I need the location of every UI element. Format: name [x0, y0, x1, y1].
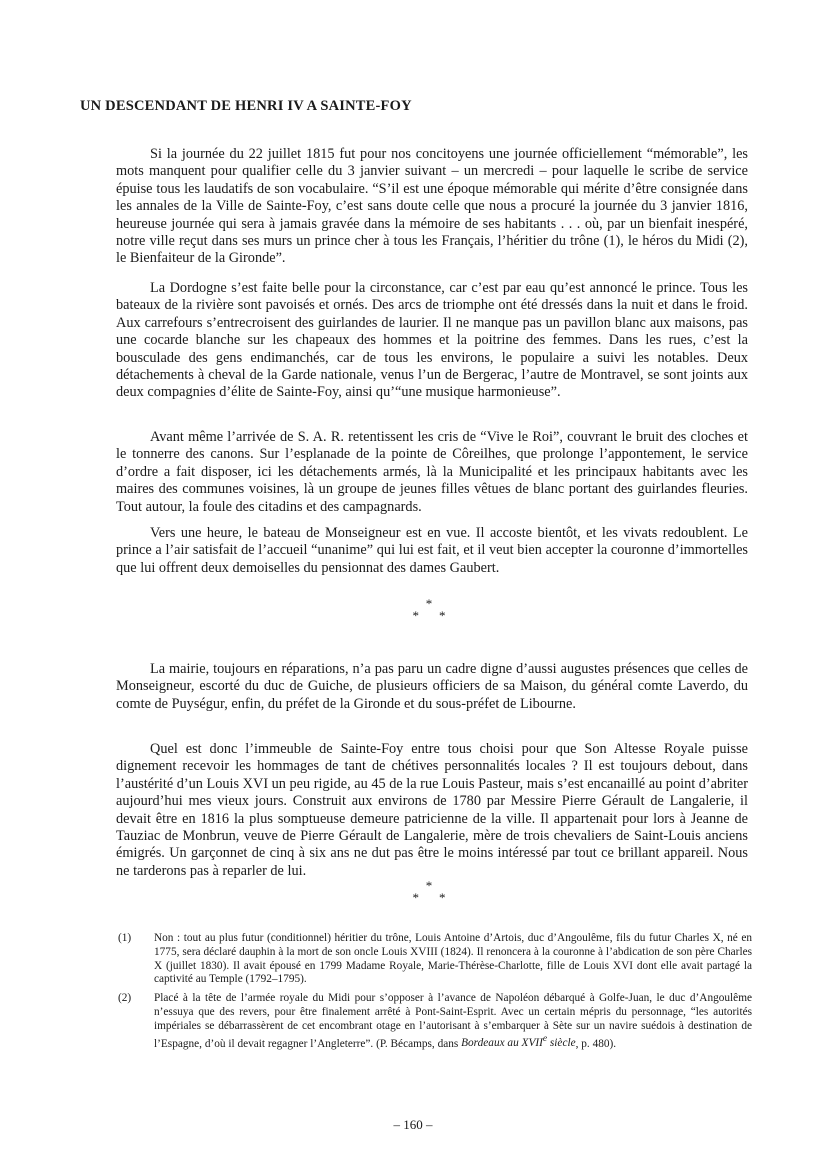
- separator-star: *: [439, 890, 446, 905]
- footnote-text-main: Placé à la tête de l’armée royale du Midi pour s’opposer à l’avance de Napoléon débarqué à Golfe-Juan, le duc d’Angoulême n’essuya que des revers, pour être finalement arrêté à Pont-Saint-Esprit. Avec un certain mépris du personnage, “les autorités impériales se débarrassèrent de cet encombrant otage en l’autorisant à s’embarquer à Sète sur un navire suédois à destination de l’Espagne, d’où il devait regagner l’Angleterre”. (P. Bécamps, dans: [154, 992, 752, 1050]
- paragraph-4: [116, 525, 748, 577]
- article-title: UN DESCENDANT DE HENRI IV A SAINTE-FOY: [80, 98, 412, 114]
- paragraph-2: [116, 280, 748, 402]
- page-number: – 160 –: [393, 1117, 433, 1132]
- footnote-text: Non : tout au plus futur (conditionnel) héritier du trône, Louis Antoine d’Artois, duc d’Angoulême, fils du futur Charles X, né en 1775, sera déclaré dauphin à la mort de son oncle Louis XVIII (1824). Il renoncera à la couronne à l’abdication de son père Charles X (juillet 1830). Il avait épousé en 1799 Madame Royale, Marie-Thérèse-Charlotte, fille de Louis XVI dont elle avait partagé la captivité au Temple (1792–1795).: [154, 932, 752, 986]
- paragraph-text: La mairie, toujours en réparations, n’a pas paru un cadre digne d’aussi augustes présences que celles de Monseigneur, escorté du duc de Guiche, de plusieurs officiers de sa Maison, du général comte Laverdo, du comte de Puységur, enfin, du préfet de la Gironde et du sous-préfet de Libourne.: [116, 661, 748, 712]
- paragraph-text: Quel est donc l’immeuble de Sainte-Foy entre tous choisi pour que Son Altesse Royale puisse dignement recevoir les hommages de tant de chétives personnalités locales ? Il est toujours debout, dans l’austérité d’un Louis XVI un peu rigide, au 45 de la rue Louis Pasteur, mais s’est encanaillé au point d’abriter aujourd’hui mes vieux jours. Construit aux environs de 1780 par Messire Pierre Gérault de Langalerie, il devait être en 1816 la plus somptueuse demeure patricienne de la ville. Il appartenait pour lors à Jeanne de Tauziac de Monbrun, veuve de Pierre Gérault de Langalerie, mère de trois chevaliers de Saint-Louis anciens émigrés. Un garçonnet de cinq à six ans ne dut pas être le moins intéressé par tout ce brillant appareil. Nous ne tarderons pas à reparler de lui.: [116, 741, 748, 879]
- paragraph-text: Si la journée du 22 juillet 1815 fut pour nos concitoyens une journée officiellement “mémorable”, les mots manquent pour qualifier celle du 3 janvier suivant – un mercredi – pour laquelle le scribe de service épuise tous les laudatifs de son vocabulaire. “S’il est une époque mémorable qui mérite d’être consignée dans les annales de la Ville de Sainte-Foy, c’est sans doute celle que nous a procuré la journée du 3 janvier 1816, heureuse journée qui sera à jamais gravée dans la mémoire de ses habitants . . . où, par un bienfait inespéré, notre ville reçut dans ses murs un prince cher à tous les Français, l’héritier du trône (1), le héros du Midi (2), le Bienfaiteur de la Gironde”.: [116, 146, 748, 267]
- separator-star: *: [439, 608, 446, 623]
- section-separator: [399, 598, 459, 622]
- paragraph-text: La Dordogne s’est faite belle pour la circonstance, car c’est par eau qu’est annoncé le prince. Tous les bateaux de la rivière sont pavoisés et ornés. Des arcs de triomphe ont été dressés dans la nuit et dans le froid. Aux carrefours s’entrecroisent des guirlandes de laurier. Il ne manque pas un pavillon blanc aux maisons, pas une cocarde blanche sur les chapeaux des hommes et la poitrine des femmes. Dans les rues, c’est la bousculade des gens endimanchés, car de tous les environs, le populaire a suivi les notables. Deux détachements à cheval de la Garde nationale, venus l’un de Bergerac, l’autre de Montravel, se sont joints aux deux compagnies d’élite de Sainte-Foy, ainsi qu’“une musique harmonieuse”.: [116, 280, 748, 401]
- paragraph-6: [116, 741, 748, 880]
- source-title-end: siècle: [547, 1037, 576, 1050]
- footnote: [118, 992, 752, 1051]
- source-title-text: Bordeaux au XVII: [461, 1037, 543, 1050]
- separator-star: *: [425, 878, 433, 893]
- source-title-sup: e: [542, 1034, 548, 1045]
- paragraph-text: Avant même l’arrivée de S. A. R. retentissent les cris de “Vive le Roi”, couvrant le bruit des cloches et le tonnerre des canons. Sur l’esplanade de la pointe de Côreilhes, que prolonge l’appontement, le service d’ordre a fait disposer, ici les détachements armés, là la Municipalité et les principaux habitants avec les maires des communes voisines, là un groupe de jeunes filles vêtues de blanc portant des guirlandes fleuries. Tout autour, la foule des citadins et des campagnards.: [116, 429, 748, 515]
- footnote-marker: (1): [118, 932, 132, 944]
- paragraph-3: [116, 429, 748, 516]
- paragraph-5: [116, 661, 748, 713]
- footnotes: [118, 932, 752, 1056]
- separator-star: *: [412, 890, 419, 905]
- separator-star: *: [425, 596, 433, 611]
- footnote-text-end: , p. 480).: [575, 1037, 617, 1050]
- section-separator: [399, 880, 459, 904]
- separator-star: *: [412, 608, 419, 623]
- source-title: [461, 1034, 576, 1050]
- paragraph-1: [116, 146, 748, 268]
- footnote-marker: (2): [118, 992, 132, 1005]
- footnote: [118, 932, 752, 987]
- paragraph-text: Vers une heure, le bateau de Monseigneur est en vue. Il accoste bientôt, et les vivats redoublent. Le prince a l’air satisfait de l’accueil “unanime” qui lui est fait, et il veut bien accepter la couronne d’immortelles que lui offrent deux demoiselles du pensionnat des dames Gaubert.: [116, 525, 748, 576]
- footnote-text: [154, 992, 752, 1051]
